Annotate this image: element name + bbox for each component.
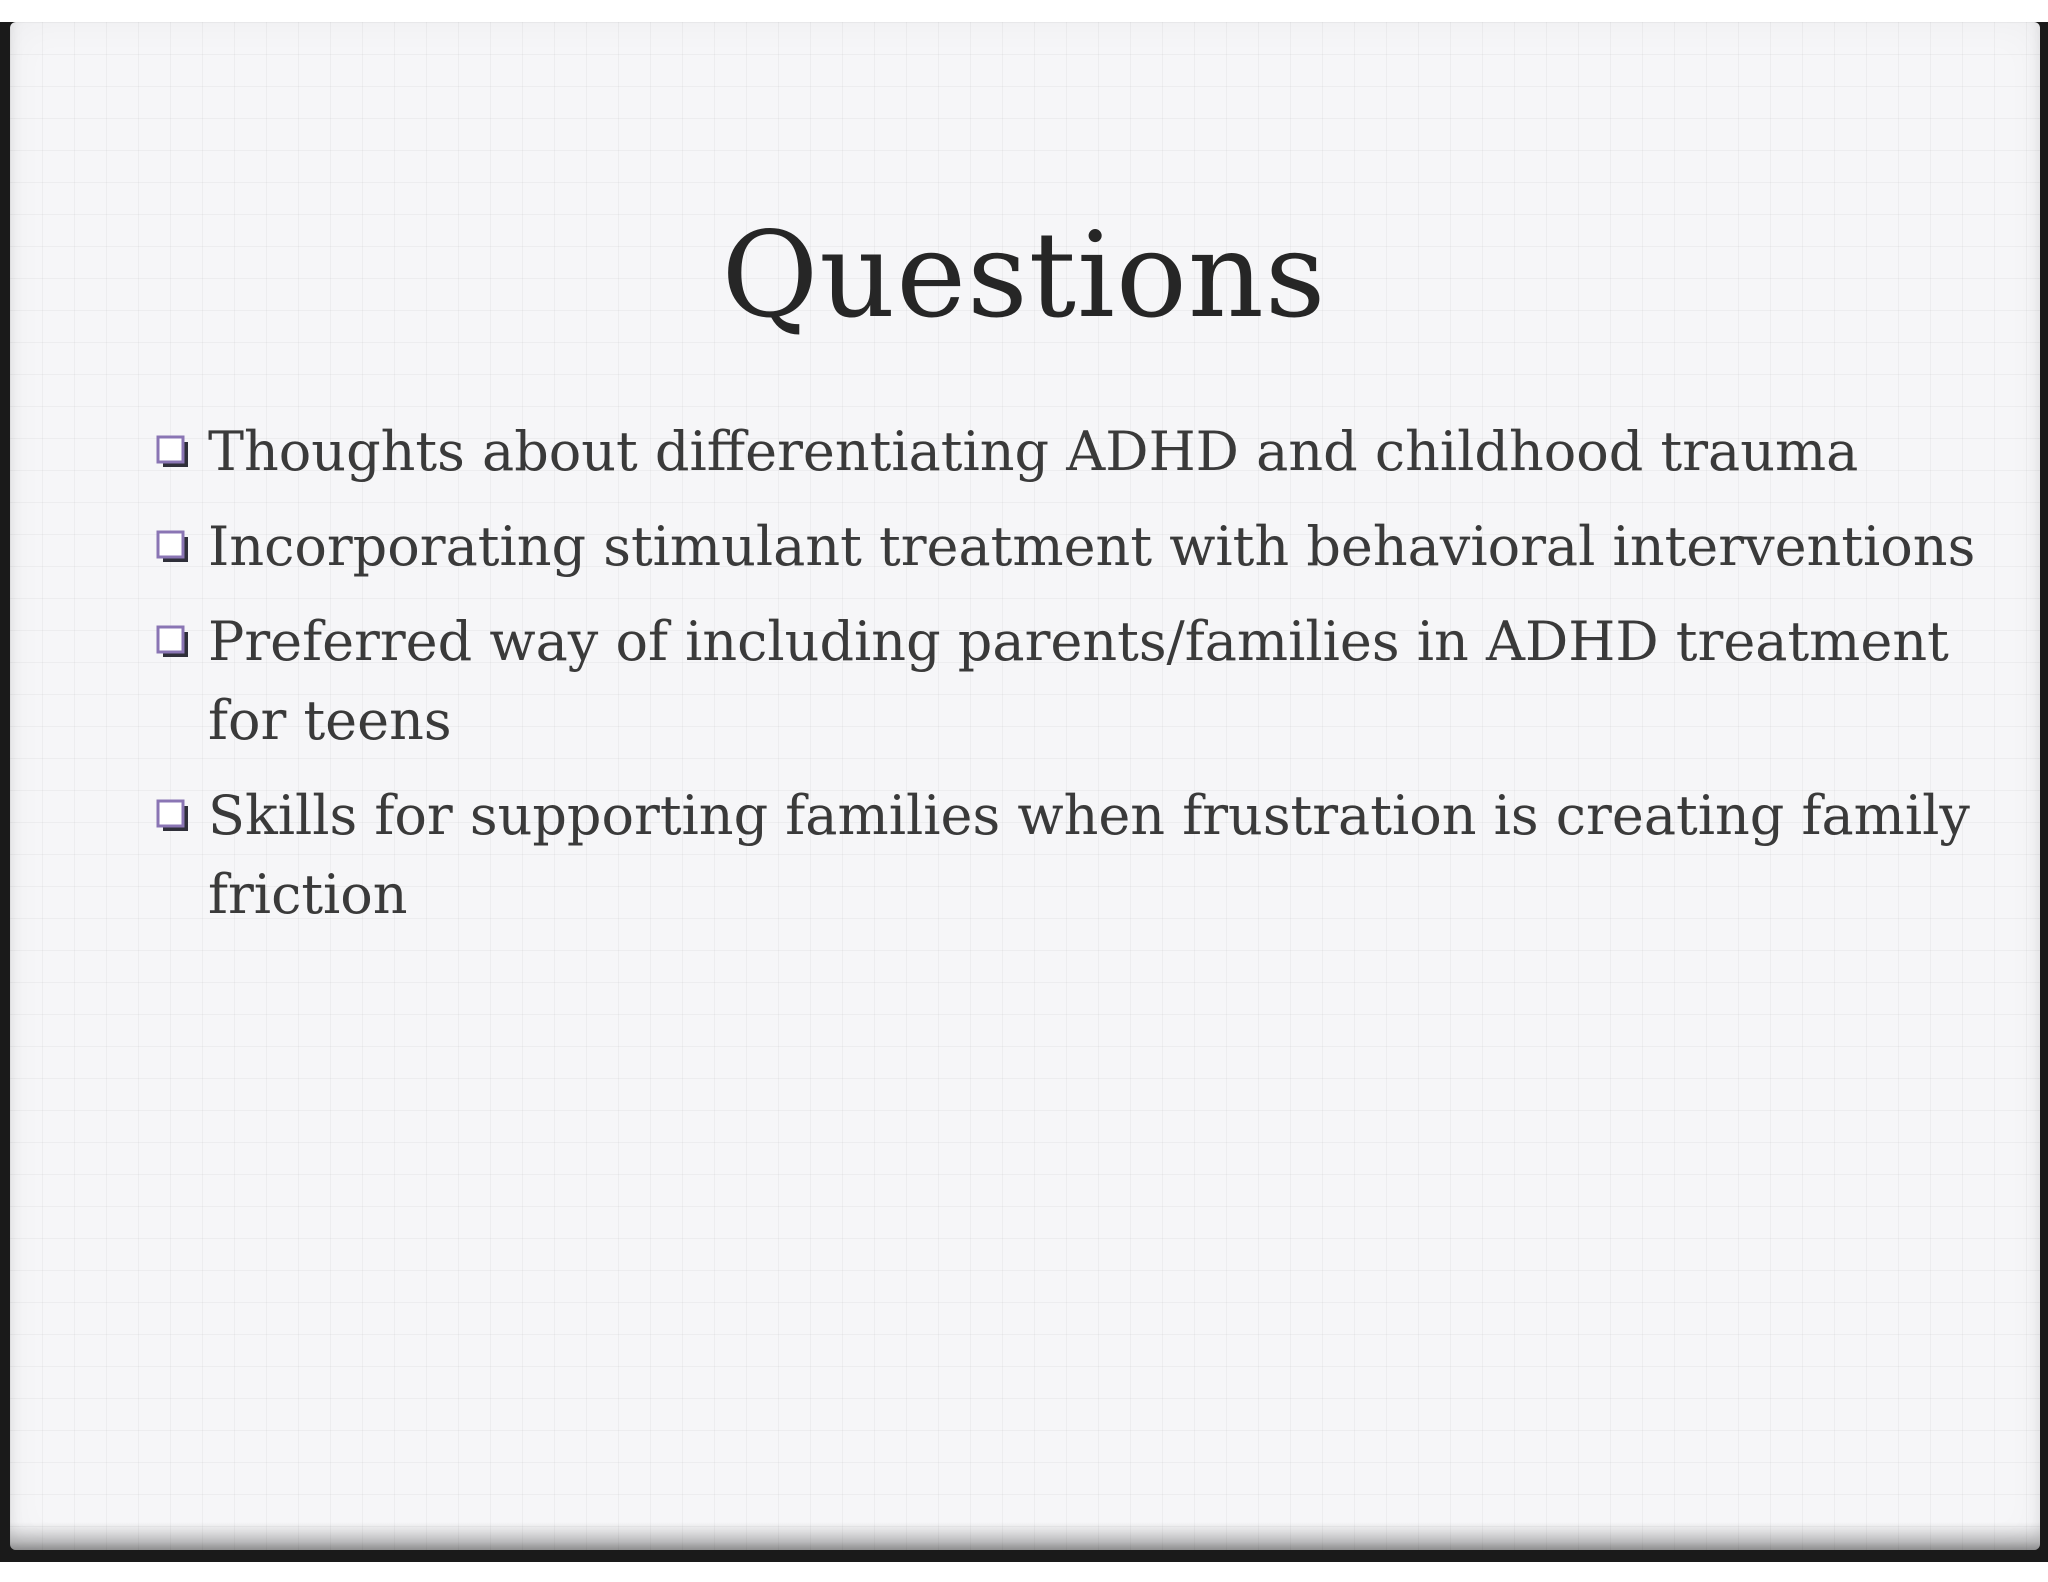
checkbox-bullet-icon — [156, 435, 190, 469]
bullet-text: Thoughts about differentiating ADHD and childhood trauma — [208, 420, 1859, 483]
bullet-text: Preferred way of including parents/families in ADHD treatment for teens — [208, 610, 1949, 752]
bullet-item — [150, 602, 1980, 760]
bullet-text: Incorporating stimulant treatment with behavioral interventions — [208, 515, 1976, 578]
bullet-item — [150, 507, 1980, 586]
slide-bottom-shadow — [10, 1522, 2040, 1550]
checkbox-bullet-icon — [156, 530, 190, 564]
bullet-text: Skills for supporting families when frustration is creating family friction — [208, 784, 1970, 926]
checkbox-bullet-icon — [156, 625, 190, 659]
bullet-list — [150, 412, 1980, 950]
slide-title: Questions — [721, 206, 1327, 344]
bullet-item — [150, 412, 1980, 491]
checkbox-bullet-icon — [156, 799, 190, 833]
bullet-item — [150, 776, 1980, 934]
